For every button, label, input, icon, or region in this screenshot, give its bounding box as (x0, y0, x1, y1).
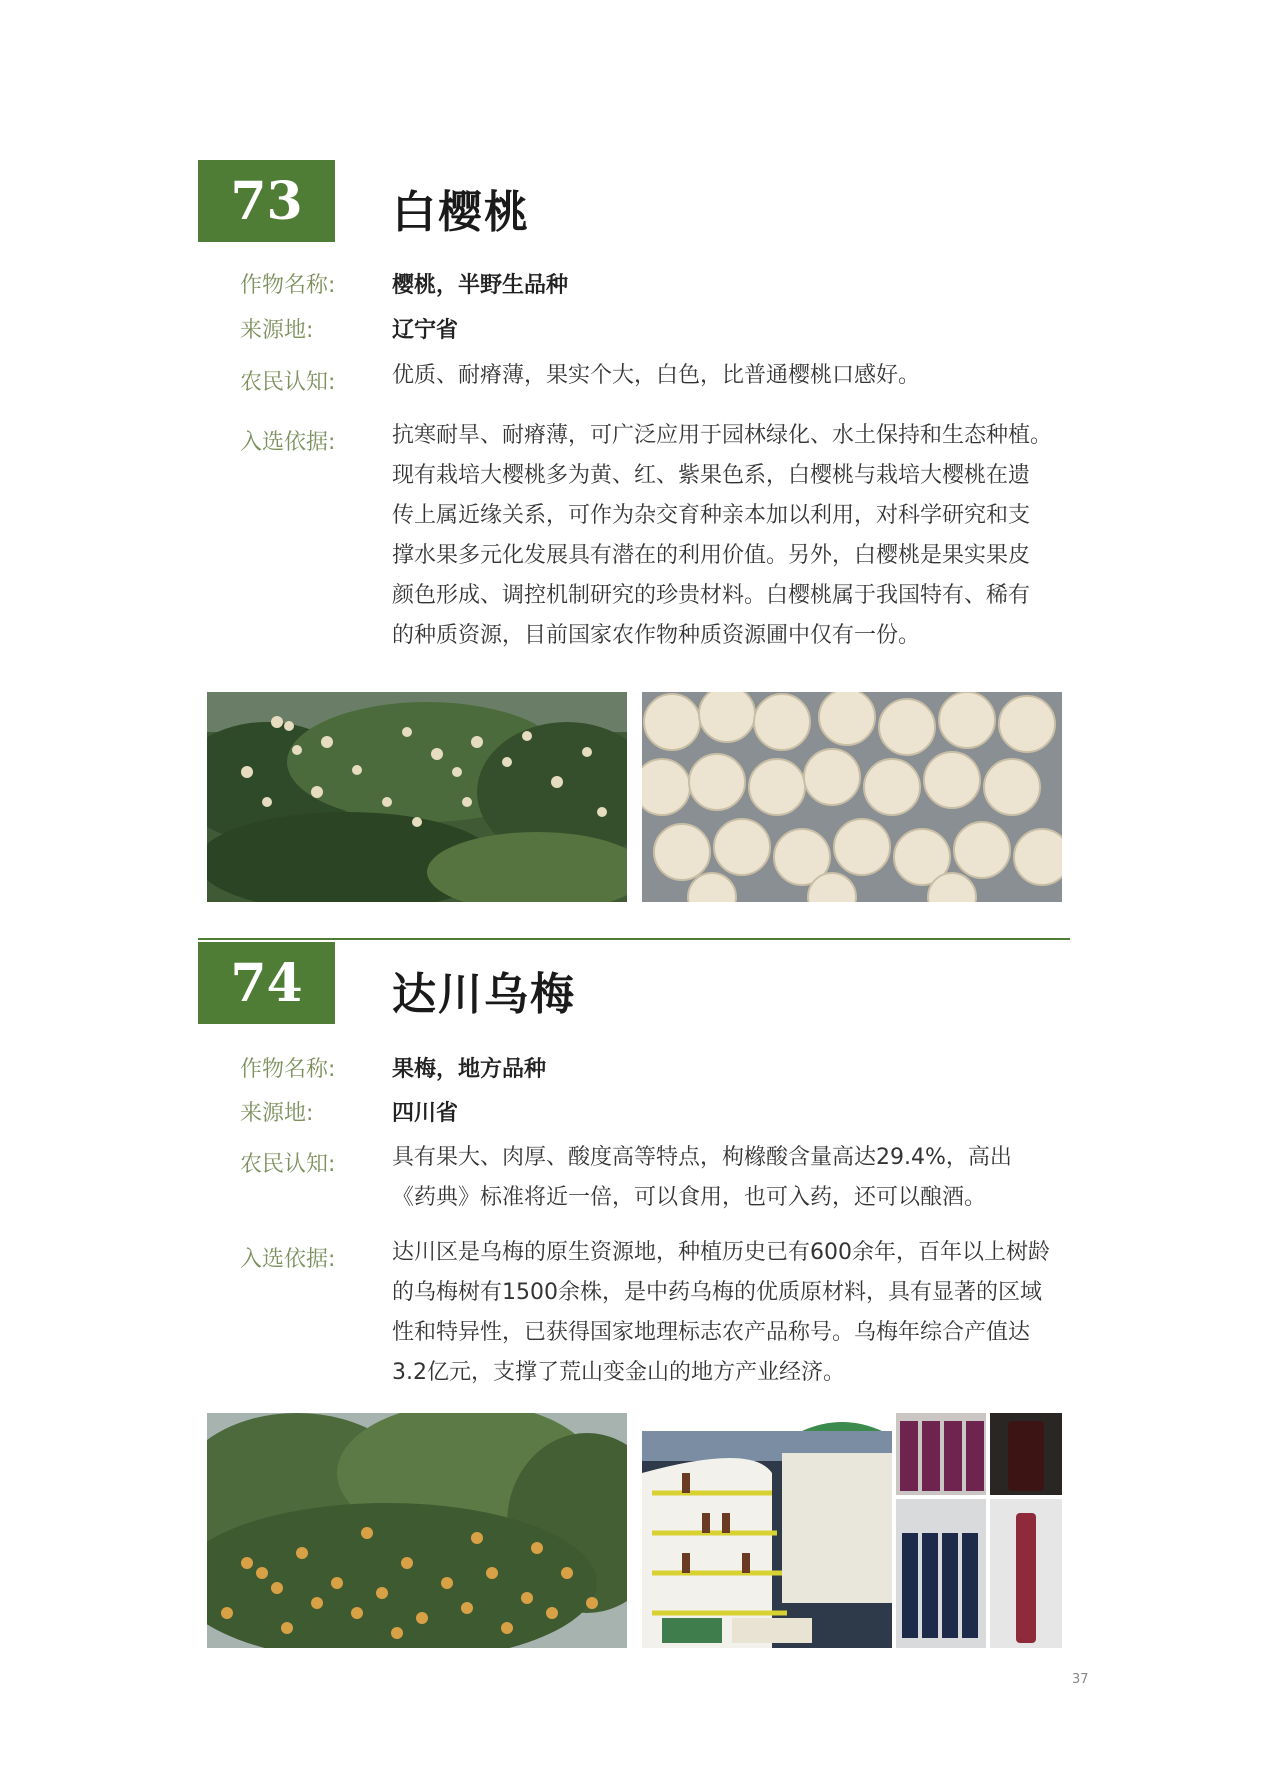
origin-label: 来源地: (240, 318, 314, 343)
section-divider (198, 938, 1070, 940)
text-line: 颜色形成、调控机制研究的珍贵材料。白樱桃属于我国特有、稀有 (392, 583, 1031, 608)
farmer-knowledge-text (392, 1138, 1072, 1218)
text-line: 《药典》标准将近一倍，可以食用，也可入药，还可以酿酒。 (392, 1185, 987, 1210)
text-line: 的种质资源，目前国家农作物种质资源圃中仅有一份。 (392, 623, 921, 648)
selection-basis-label: 入选依据: (240, 430, 336, 455)
cherry-tree-photo (207, 692, 627, 902)
product-display-photo (642, 1413, 892, 1648)
crop-name-label: 作物名称: (240, 1057, 336, 1082)
entry-number-box (198, 942, 335, 1024)
text-line: 达川区是乌梅的原生资源地，种植历史已有600余年，百年以上树龄 (392, 1240, 1050, 1265)
plum-tree-photo (207, 1413, 627, 1648)
text-line: 抗寒耐旱、耐瘠薄，可广泛应用于园林绿化、水土保持和生态种植。 (392, 423, 1053, 448)
entry-title: 白樱桃 (392, 187, 530, 238)
origin-label: 来源地: (240, 1101, 314, 1126)
text-line: 传上属近缘关系，可作为杂交育种亲本加以利用，对科学研究和支 (392, 503, 1031, 528)
crop-name-value: 果梅，地方品种 (392, 1057, 547, 1082)
text-line: 优质、耐瘠薄，果实个大，白色，比普通樱桃口感好。 (392, 363, 921, 388)
text-line: 3.2亿元，支撑了荒山变金山的地方产业经济。 (392, 1360, 845, 1385)
origin-value: 四川省 (392, 1101, 459, 1126)
text-line: 现有栽培大樱桃多为黄、红、紫果色系，白樱桃与栽培大樱桃在遗 (392, 463, 1031, 488)
entry-number: 73 (230, 170, 303, 232)
white-cherries-photo (642, 692, 1062, 902)
page-number: 37 (1072, 1672, 1089, 1687)
entry-title: 达川乌梅 (392, 969, 576, 1020)
crop-name-value: 樱桃，半野生品种 (392, 273, 569, 298)
entry-number: 74 (230, 952, 303, 1014)
farmer-knowledge-text (392, 356, 1072, 396)
text-line: 的乌梅树有1500余株，是中药乌梅的优质原材料，具有显著的区域 (392, 1280, 1042, 1305)
product-bottles-photo (896, 1413, 1062, 1648)
text-line: 性和特异性，已获得国家地理标志农产品称号。乌梅年综合产值达 (392, 1320, 1031, 1345)
farmer-knowledge-label: 农民认知: (240, 1152, 336, 1177)
crop-name-label: 作物名称: (240, 273, 336, 298)
selection-basis-text (392, 416, 1072, 656)
text-line: 撑水果多元化发展具有潜在的利用价值。另外，白樱桃是果实果皮 (392, 543, 1031, 568)
origin-value: 辽宁省 (392, 318, 459, 343)
selection-basis-label: 入选依据: (240, 1247, 336, 1272)
farmer-knowledge-label: 农民认知: (240, 370, 336, 395)
entry-number-box (198, 160, 335, 242)
text-line: 具有果大、肉厚、酸度高等特点，枸橼酸含量高达29.4%，高出 (392, 1145, 1012, 1170)
selection-basis-text (392, 1233, 1072, 1393)
